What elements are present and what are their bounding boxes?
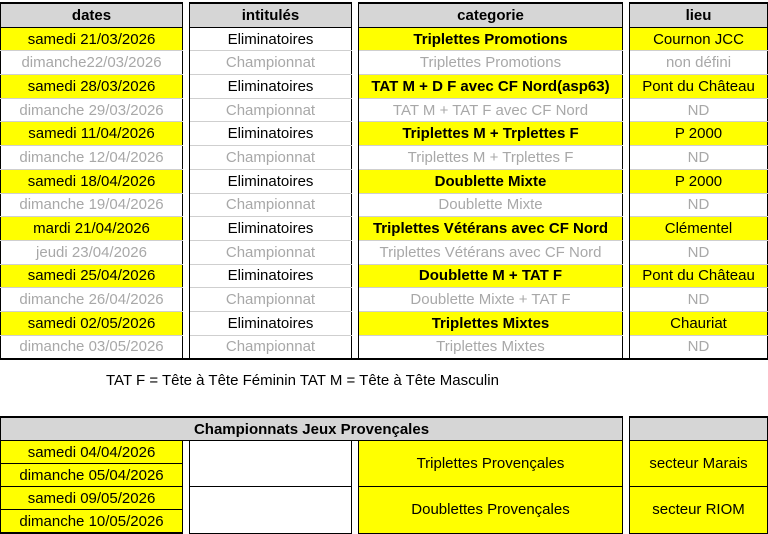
provencal-intitule-cell: [190, 487, 352, 534]
intitule-cell: Eliminatoires: [190, 264, 352, 288]
table-row: [1, 193, 768, 217]
categorie-cell: Triplettes Vétérans avec CF Nord: [359, 240, 623, 264]
provencal-table: [0, 416, 768, 534]
provencal-date-cell: samedi 09/05/2026: [1, 487, 183, 510]
provencal-categorie-cell: Doublettes Provençales: [359, 487, 623, 534]
lieu-cell: non défini: [630, 51, 768, 75]
provencal-title: Championnats Jeux Provençales: [1, 417, 623, 441]
categorie-cell: Triplettes Promotions: [359, 51, 623, 75]
date-cell: samedi 28/03/2026: [1, 75, 183, 99]
provencal-date-cell: dimanche 05/04/2026: [1, 464, 183, 487]
lieu-cell: Cournon JCC: [630, 27, 768, 51]
provencal-date-cell: samedi 04/04/2026: [1, 441, 183, 464]
intitule-cell: Eliminatoires: [190, 27, 352, 51]
lieu-cell: ND: [630, 98, 768, 122]
categorie-cell: Doublette M + TAT F: [359, 264, 623, 288]
intitule-cell: Championnat: [190, 146, 352, 170]
table-row: [1, 264, 768, 288]
table-row: [1, 27, 768, 51]
date-cell: dimanche 19/04/2026: [1, 193, 183, 217]
lieu-cell: Chauriat: [630, 311, 768, 335]
date-cell: samedi 25/04/2026: [1, 264, 183, 288]
intitule-cell: Eliminatoires: [190, 122, 352, 146]
lieu-cell: ND: [630, 240, 768, 264]
lieu-cell: ND: [630, 335, 768, 359]
lieu-cell: Clémentel: [630, 217, 768, 241]
date-cell: dimanche 26/04/2026: [1, 288, 183, 312]
date-cell: samedi 11/04/2026: [1, 122, 183, 146]
table-row: [1, 217, 768, 241]
provencal-intitule-cell: [190, 441, 352, 487]
date-cell: samedi 21/03/2026: [1, 27, 183, 51]
categorie-cell: Triplettes Mixtes: [359, 335, 623, 359]
intitule-cell: Championnat: [190, 240, 352, 264]
intitule-cell: Eliminatoires: [190, 169, 352, 193]
date-cell: dimanche 29/03/2026: [1, 98, 183, 122]
intitule-cell: Eliminatoires: [190, 217, 352, 241]
table-row: [1, 240, 768, 264]
schedule-table: [0, 2, 768, 360]
table-row: [1, 75, 768, 99]
date-cell: samedi 18/04/2026: [1, 169, 183, 193]
lieu-cell: ND: [630, 288, 768, 312]
intitule-cell: Championnat: [190, 51, 352, 75]
lieu-cell: ND: [630, 193, 768, 217]
categorie-cell: Doublette Mixte + TAT F: [359, 288, 623, 312]
table-row: [1, 288, 768, 312]
provencal-lieu-cell: secteur RIOM: [630, 487, 768, 534]
lieu-cell: Pont du Château: [630, 264, 768, 288]
categorie-cell: TAT M + D F avec CF Nord(asp63): [359, 75, 623, 99]
provencal-lieu-cell: secteur Marais: [630, 441, 768, 487]
header-lieu: lieu: [630, 3, 768, 27]
categorie-cell: TAT M + TAT F avec CF Nord: [359, 98, 623, 122]
provencal-header-row: [1, 417, 768, 441]
table-row: [1, 311, 768, 335]
table-header-row: [1, 3, 768, 27]
table-row: [1, 335, 768, 359]
provencal-row: [1, 441, 768, 464]
table-row: [1, 146, 768, 170]
header-dates: dates: [1, 3, 183, 27]
abbreviation-legend: TAT F = Tête à Tête Féminin TAT M = Tête à Tête Masculin: [106, 372, 499, 389]
categorie-cell: Triplettes Promotions: [359, 27, 623, 51]
schedule-body: [1, 27, 768, 359]
categorie-cell: Triplettes Vétérans avec CF Nord: [359, 217, 623, 241]
provencal-header-empty: [630, 417, 768, 441]
categorie-cell: Doublette Mixte: [359, 193, 623, 217]
lieu-cell: P 2000: [630, 122, 768, 146]
table-row: [1, 51, 768, 75]
intitule-cell: Championnat: [190, 335, 352, 359]
header-categorie: categorie: [359, 3, 623, 27]
intitule-cell: Eliminatoires: [190, 311, 352, 335]
lieu-cell: Pont du Château: [630, 75, 768, 99]
table-row: [1, 169, 768, 193]
header-intitules: intitulés: [190, 3, 352, 27]
date-cell: mardi 21/04/2026: [1, 217, 183, 241]
date-cell: dimanche22/03/2026: [1, 51, 183, 75]
date-cell: dimanche 12/04/2026: [1, 146, 183, 170]
lieu-cell: P 2000: [630, 169, 768, 193]
categorie-cell: Triplettes Mixtes: [359, 311, 623, 335]
date-cell: samedi 02/05/2026: [1, 311, 183, 335]
provencal-row: [1, 487, 768, 510]
categorie-cell: Doublette Mixte: [359, 169, 623, 193]
intitule-cell: Championnat: [190, 98, 352, 122]
lieu-cell: ND: [630, 146, 768, 170]
categorie-cell: Triplettes M + Trplettes F: [359, 122, 623, 146]
intitule-cell: Eliminatoires: [190, 75, 352, 99]
table-row: [1, 122, 768, 146]
intitule-cell: Championnat: [190, 193, 352, 217]
categorie-cell: Triplettes M + Trplettes F: [359, 146, 623, 170]
table-row: [1, 98, 768, 122]
provencal-date-cell: dimanche 10/05/2026: [1, 510, 183, 534]
provencal-categorie-cell: Triplettes Provençales: [359, 441, 623, 487]
intitule-cell: Championnat: [190, 288, 352, 312]
date-cell: jeudi 23/04/2026: [1, 240, 183, 264]
date-cell: dimanche 03/05/2026: [1, 335, 183, 359]
